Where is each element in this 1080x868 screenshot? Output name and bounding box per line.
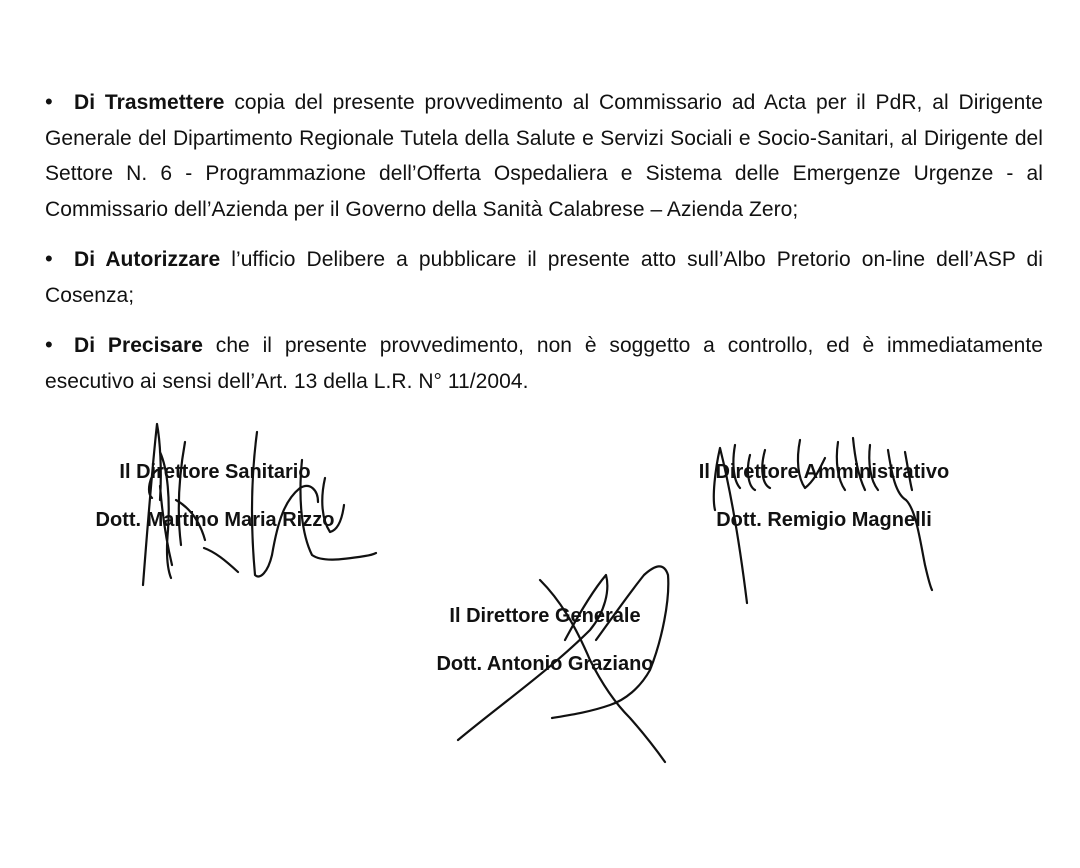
signature-block-sanitario <box>70 448 360 544</box>
resolution-text: copia del presente provvedimento al Commissario ad Acta per il PdR, al Dirigente Generale del Dipartimento Regionale Tutela della Salute e Servizi Sociali e Socio-Sanitari, al Dirigente del Settore N. 6 - Programmazione dell’Offerta Ospedaliera e Sistema delle Emergenze Urgenze - al Commissario dell’Azienda per il Governo della Sanità Calabrese – Azienda Zero; <box>45 91 1043 221</box>
bullet-icon: • <box>45 89 53 114</box>
signatory-role: Il Direttore Amministrativo <box>698 461 950 483</box>
signatory-role: Il Direttore Sanitario <box>119 461 311 483</box>
resolution-text: l’ufficio Delibere a pubblicare il presente atto sull’Albo Pretorio on-line dell’ASP di Cosenza; <box>45 248 1044 307</box>
signature-block-amministrativo <box>676 448 972 544</box>
signatory-name: Dott. Antonio Graziano <box>436 653 654 675</box>
signature-block-generale <box>410 592 680 688</box>
resolution-item-precisare <box>45 327 1043 399</box>
signatory-name: Dott. Martino Maria Rizzo <box>95 509 335 531</box>
resolution-list <box>45 84 1043 413</box>
resolution-item-trasmettere <box>45 84 1043 227</box>
resolution-text: che il presente provvedimento, non è soggetto a controllo, ed è immediatamente esecutivo ai sensi dell’Art. 13 della L.R. N° 11/2004. <box>45 334 1043 393</box>
bullet-icon: • <box>45 332 53 357</box>
signatory-name: Dott. Remigio Magnelli <box>716 509 932 531</box>
signatory-role: Il Direttore Generale <box>449 605 641 627</box>
bullet-icon: • <box>45 246 53 271</box>
resolution-keyword: Di Precisare <box>74 334 203 357</box>
resolution-keyword: Di Autorizzare <box>74 248 221 271</box>
resolution-item-autorizzare <box>45 241 1043 313</box>
resolution-keyword: Di Trasmettere <box>74 91 225 114</box>
